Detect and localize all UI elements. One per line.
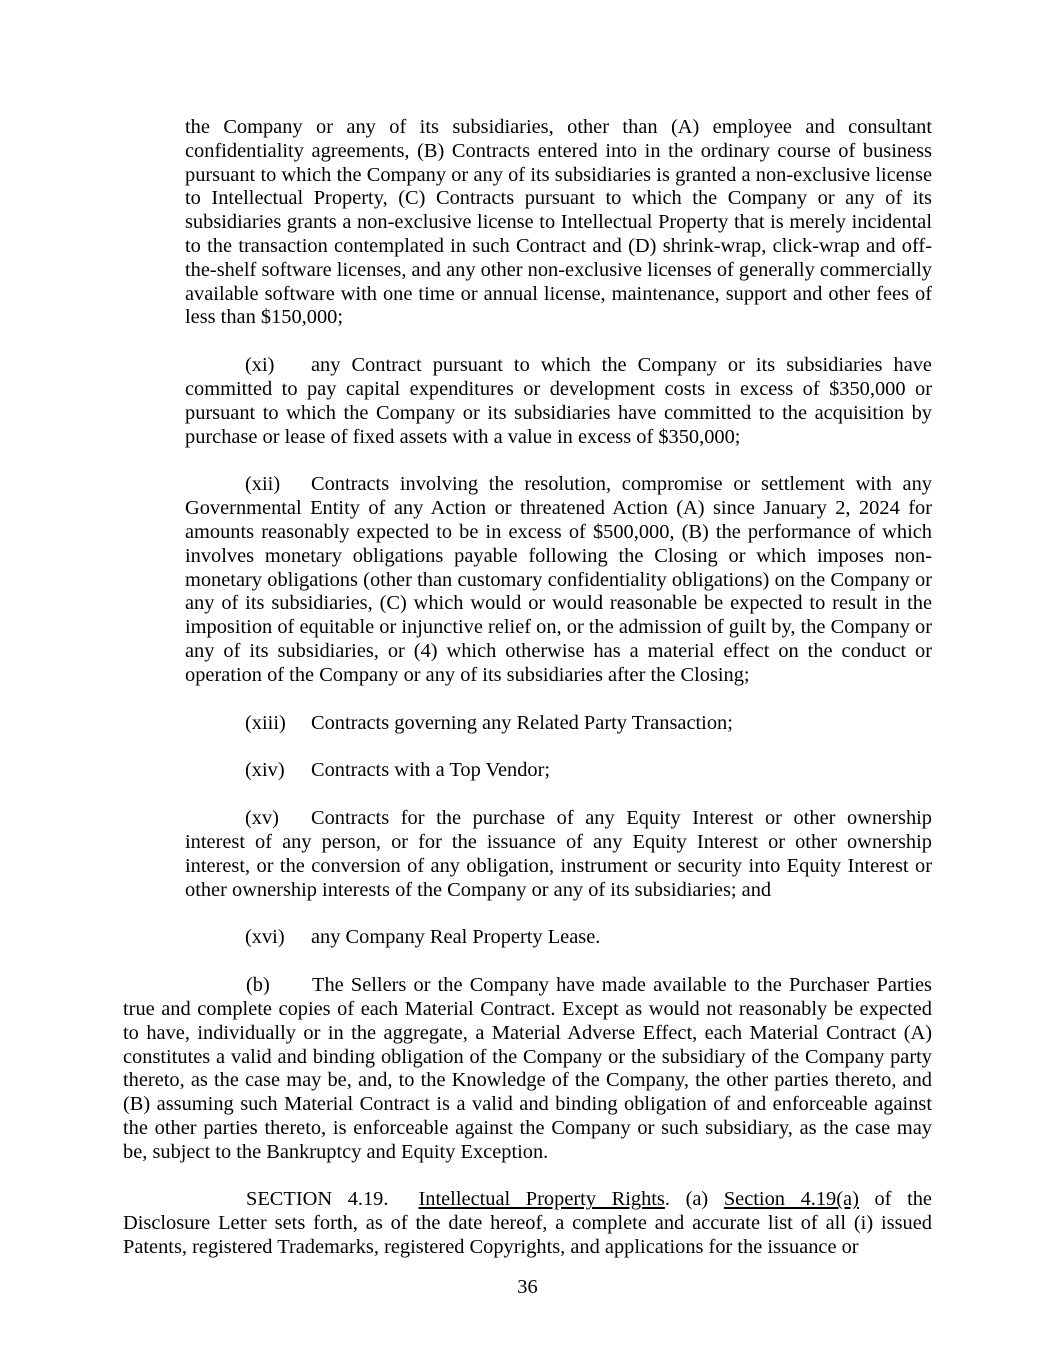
list-item-xii-text: Contracts involving the resolution, compromise or settlement with any Governmental Entity of any Action or threatened Action (A) since January 2, 2024 for amounts reasonably expected to be in excess of $500,000, (B) the performance of which involves monetary obligations payable following the Closing or which imposes non-monetary obligations (other than customary confidentiality obligations) on the Company or any of its subsidiaries, (C) which would or would reasonable be expected to result in the imposition of equitable or injunctive relief on, or the admission of guilt by, the Company or any of its subsidiaries, or (4) which otherwise has a material effect on the conduct or operation of the Company or any of its subsidiaries after the Closing; (185, 473, 932, 686)
list-item-xiv (185, 759, 932, 783)
list-item-xvi (185, 926, 932, 950)
list-item-xi-label: (xi) (245, 354, 275, 377)
text-segment: SECTION 4.19. (246, 1188, 389, 1211)
list-item-xii-label: (xii) (245, 473, 281, 496)
underlined-text: Intellectual Property Rights (418, 1188, 665, 1211)
list-item-xiii-text: Contracts governing any Related Party Transaction; (311, 711, 733, 734)
list-item-xvi-label: (xvi) (245, 926, 285, 949)
text-segment: . (a) (664, 1188, 724, 1211)
list-item-xiv-text: Contracts with a Top Vendor; (311, 759, 551, 782)
list-item-xv-label: (xv) (245, 807, 279, 830)
list-item-xi (185, 354, 932, 449)
paragraph-b-label: (b) (246, 974, 270, 997)
paragraph-section-4-19 (123, 1188, 932, 1259)
list-item-xiii-label: (xiii) (245, 711, 286, 734)
list-item-xiii (185, 712, 932, 736)
page-number: 36 (517, 1276, 538, 1298)
list-item-xv (185, 807, 932, 902)
list-item-xv-text: Contracts for the purchase of any Equity Interest or other ownership interest of any person, or for the issuance of any Equity Interest or other ownership interest, or the conversion of any obligation, instrument or security into Equity Interest or other ownership interests of the Company or any of its subsidiaries; and (185, 807, 932, 901)
list-item-xi-text: any Contract pursuant to which the Company or its subsidiaries have committed to pay capital expenditures or development costs in excess of $350,000 or pursuant to which the Company or its subsidiaries have committed to the acquisition by purchase or lease of fixed assets with a value in excess of $350,000; (185, 354, 932, 448)
list-item-xii (185, 473, 932, 687)
list-item-xvi-text: any Company Real Property Lease. (311, 926, 601, 949)
paragraph-b-text: The Sellers or the Company have made available to the Purchaser Parties true and complete copies of each Material Contract. Except as would not reasonably be expected to have, individually or in the aggregate, a Material Adverse Effect, each Material Contract (A) constitutes a valid and binding obligation of the Company or the subsidiary of the Company party thereto, as the case may be, and, to the Knowledge of the Company, the other parties thereto, and (B) assuming such Material Contract is a valid and binding obligation of and enforceable against the other parties thereto, is enforceable against the Company or such subsidiary, as the case may be, subject to the Bankruptcy and Equity Exception. (123, 974, 932, 1163)
list-item-xiv-label: (xiv) (245, 759, 285, 782)
paragraph-b (123, 974, 932, 1164)
text-segment: of the Disclosure Letter sets forth, as of the date hereof, a complete and accurate list of all (i) issued Patents, registered Trademarks, registered Copyrights, and applications for the issuance or (123, 1188, 932, 1259)
underlined-text: Section 4.19(a) (723, 1188, 859, 1211)
paragraph-clause-continuation: the Company or any of its subsidiaries, other than (A) employee and consultant confidentiality agreements, (B) Contracts entered into in the ordinary course of business pursuant to which the Company or any of its subsidiaries is granted a non-exclusive license to Intellectual Property, (C) Contracts pursuant to which the Company or any of its subsidiaries grants a non-exclusive license to Intellectual Property that is merely incidental to the transaction contemplated in such Contract and (D) shrink-wrap, click-wrap and off-the-shelf software licenses, and any other non-exclusive licenses of generally commercially available software with one time or annual license, maintenance, support and other fees of less than $150,000; (185, 116, 932, 329)
